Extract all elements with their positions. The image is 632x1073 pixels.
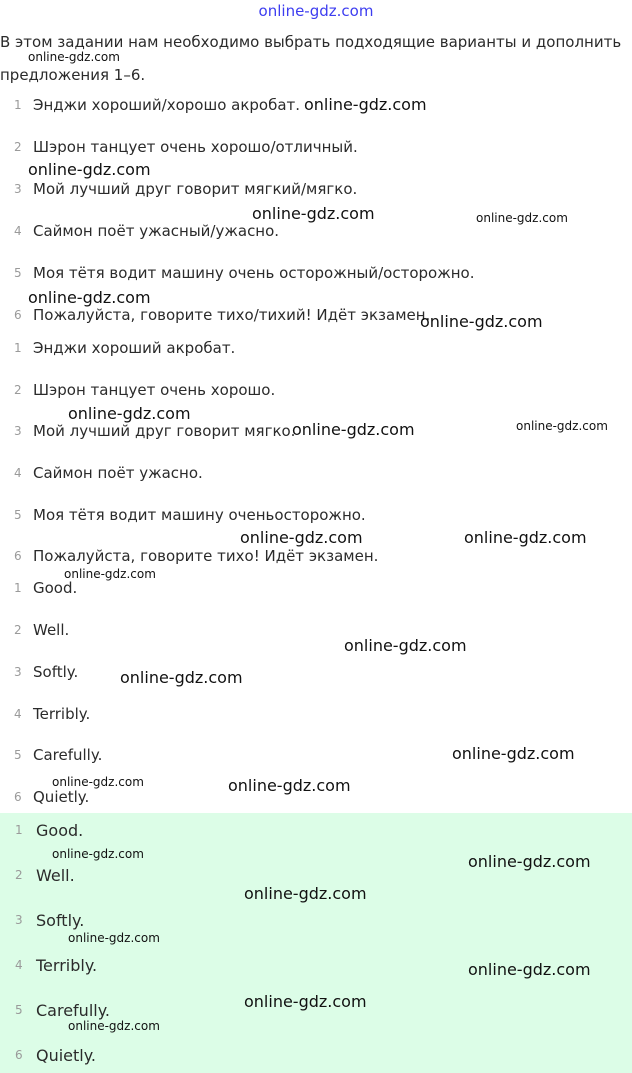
item-number: 6 [14,549,22,563]
list-item [0,1046,632,1068]
list-item [0,579,632,601]
watermark: online-gdz.com [244,992,367,1011]
item-number: 6 [14,308,22,322]
item-number: 4 [15,958,23,972]
item-text: Softly. [33,663,79,681]
item-text: Carefully. [36,1001,110,1020]
watermark: online-gdz.com [120,668,243,687]
watermark: online-gdz.com [28,160,151,179]
watermark: online-gdz.com [52,847,144,861]
watermark: online-gdz.com [28,288,151,307]
item-number: 2 [15,868,23,882]
watermark: online-gdz.com [516,419,608,433]
item-text: Мой лучший друг говорит мягко. [33,422,296,440]
item-number: 6 [15,1048,23,1062]
watermark: online-gdz.com [452,744,575,763]
item-number: 3 [14,665,22,679]
header-watermark: online-gdz.com [258,2,374,20]
list-item [0,339,632,361]
item-number: 5 [14,508,22,522]
item-text: Quietly. [33,788,90,806]
item-number: 2 [14,383,22,397]
item-number: 3 [14,424,22,438]
item-number: 4 [14,707,22,721]
watermark: online-gdz.com [68,404,191,423]
item-number: 1 [14,581,22,595]
item-text: Саймон поёт ужасный/ужасно. [33,222,280,240]
list-item [0,381,632,403]
list-item [0,663,632,685]
item-text: Энджи хороший акробат. [33,339,236,357]
item-number: 2 [14,623,22,637]
watermark: online-gdz.com [228,776,351,795]
list-item [0,547,632,569]
item-text: Good. [36,821,84,840]
item-text: Terribly. [33,705,91,723]
item-number: 6 [14,790,22,804]
list-item [0,138,632,160]
item-text: Quietly. [36,1046,97,1065]
watermark: online-gdz.com [464,528,587,547]
item-text: Terribly. [36,956,98,975]
list-item [0,705,632,727]
list-item [0,222,632,244]
item-text: Саймон поёт ужасно. [33,464,203,482]
watermark: online-gdz.com [68,1019,160,1033]
item-text: Пожалуйста, говорите тихо! Идёт экзамен. [33,547,379,565]
item-number: 3 [15,913,23,927]
item-number: 4 [14,466,22,480]
item-number: 5 [15,1003,23,1017]
watermark: online-gdz.com [468,960,591,979]
list-item [0,180,632,202]
watermark: online-gdz.com [420,312,543,331]
item-text: Мой лучший друг говорит мягкий/мягко. [33,180,358,198]
watermark: online-gdz.com [52,775,144,789]
list-item [0,621,632,643]
watermark: online-gdz.com [292,420,415,439]
item-number: 4 [14,224,22,238]
item-number: 1 [14,341,22,355]
list-item [0,821,632,843]
intro-line-1: В этом задании нам необходимо выбрать подходящие варианты и дополнить [0,33,622,51]
item-text: Энджи хороший/хорошо акробат. [33,96,301,114]
item-text: Шэрон танцует очень хорошо. [33,381,276,399]
intro-line-2: предложения 1–6. [0,66,146,84]
item-text: Шэрон танцует очень хорошо/отличный. [33,138,358,156]
watermark: online-gdz.com [68,931,160,945]
watermark: online-gdz.com [304,95,427,114]
list-item [0,506,632,528]
watermark: online-gdz.com [476,211,568,225]
watermark: online-gdz.com [344,636,467,655]
item-text: Softly. [36,911,85,930]
item-number: 5 [14,748,22,762]
list-item [0,264,632,286]
watermark: online-gdz.com [252,204,375,223]
item-number: 3 [14,182,22,196]
item-number: 5 [14,266,22,280]
item-text: Пожалуйста, говорите тихо/тихий! Идёт экзамен. [33,306,431,324]
item-text: Well. [33,621,70,639]
item-text: Carefully. [33,746,103,764]
watermark: online-gdz.com [244,884,367,903]
item-text: Good. [33,579,78,597]
item-text: Моя тётя водит машину оченьосторожно. [33,506,366,524]
list-item [0,911,632,933]
watermark: online-gdz.com [28,50,120,64]
item-text: Well. [36,866,75,885]
item-text: Моя тётя водит машину очень осторожный/осторожно. [33,264,475,282]
item-number: 2 [14,140,22,154]
item-number: 1 [14,98,22,112]
item-number: 1 [15,823,23,837]
watermark: online-gdz.com [64,567,156,581]
watermark: online-gdz.com [468,852,591,871]
list-item [0,464,632,486]
watermark: online-gdz.com [240,528,363,547]
